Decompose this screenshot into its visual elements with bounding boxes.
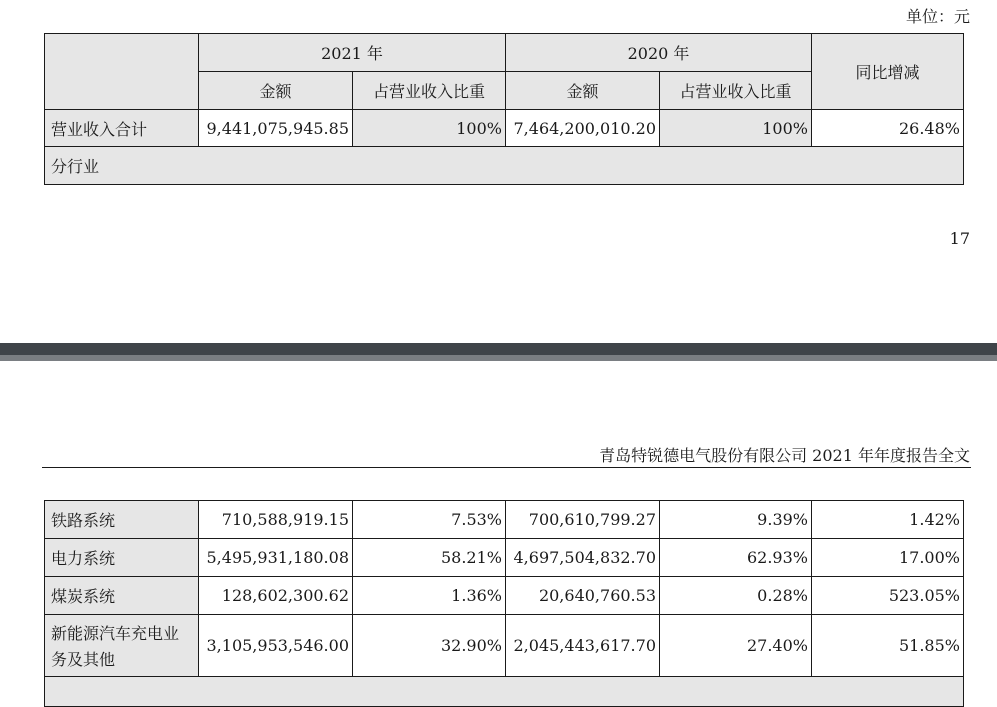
share-2021-cell: 58.21% (353, 539, 506, 577)
page-number: 17 (949, 229, 970, 248)
share-2020-cell: 62.93% (660, 539, 812, 577)
amount-2020-cell: 700,610,799.27 (506, 501, 660, 539)
yoy-cell: 17.00% (812, 539, 964, 577)
next-row-partial (45, 677, 964, 707)
table-row (45, 539, 964, 577)
header-rule (42, 467, 971, 468)
amount-2020-cell: 20,640,760.53 (506, 577, 660, 615)
total-revenue-row (45, 110, 964, 147)
corner-cell (45, 34, 199, 110)
yoy-cell: 523.05% (812, 577, 964, 615)
table-row (45, 501, 964, 539)
yoy-header: 同比增减 (812, 34, 964, 110)
page-separator (0, 343, 997, 361)
share-2020-cell: 100% (660, 110, 812, 147)
share-2021-cell: 32.90% (353, 615, 506, 677)
year-2020-header: 2020 年 (506, 34, 812, 72)
amount-2021-cell: 710,588,919.15 (199, 501, 353, 539)
amount-2021-cell: 3,105,953,546.00 (199, 615, 353, 677)
share-2021-header: 占营业收入比重 (353, 72, 506, 110)
unit-label: 单位：元 (905, 7, 970, 26)
yoy-cell: 1.42% (812, 501, 964, 539)
amount-2020-header: 金额 (506, 72, 660, 110)
row-label: 营业收入合计 (45, 110, 199, 147)
row-label: 铁路系统 (45, 501, 199, 539)
share-2020-cell: 9.39% (660, 501, 812, 539)
row-label: 煤炭系统 (45, 577, 199, 615)
amount-2021-header: 金额 (199, 72, 353, 110)
amount-2021-cell: 128,602,300.62 (199, 577, 353, 615)
amount-2021-cell: 5,495,931,180.08 (199, 539, 353, 577)
row-label: 新能源汽车充电业务及其他 (45, 615, 199, 677)
amount-2020-cell: 2,045,443,617.70 (506, 615, 660, 677)
row-label: 电力系统 (45, 539, 199, 577)
report-header: 青岛特锐德电气股份有限公司 2021 年年度报告全文 (599, 446, 970, 465)
table-row (45, 577, 964, 615)
amount-2020-cell: 7,464,200,010.20 (506, 110, 660, 147)
share-2021-cell: 7.53% (353, 501, 506, 539)
revenue-by-industry-table (44, 500, 964, 707)
share-2021-cell: 1.36% (353, 577, 506, 615)
table-row (45, 615, 964, 677)
amount-2020-cell: 4,697,504,832.70 (506, 539, 660, 577)
share-2020-cell: 27.40% (660, 615, 812, 677)
year-2021-header: 2021 年 (199, 34, 506, 72)
revenue-table-header (44, 33, 964, 185)
yoy-cell: 51.85% (812, 615, 964, 677)
amount-2021-cell: 9,441,075,945.85 (199, 110, 353, 147)
share-2020-header: 占营业收入比重 (660, 72, 812, 110)
share-2020-cell: 0.28% (660, 577, 812, 615)
section-label: 分行业 (45, 147, 964, 185)
yoy-cell: 26.48% (812, 110, 964, 147)
share-2021-cell: 100% (353, 110, 506, 147)
